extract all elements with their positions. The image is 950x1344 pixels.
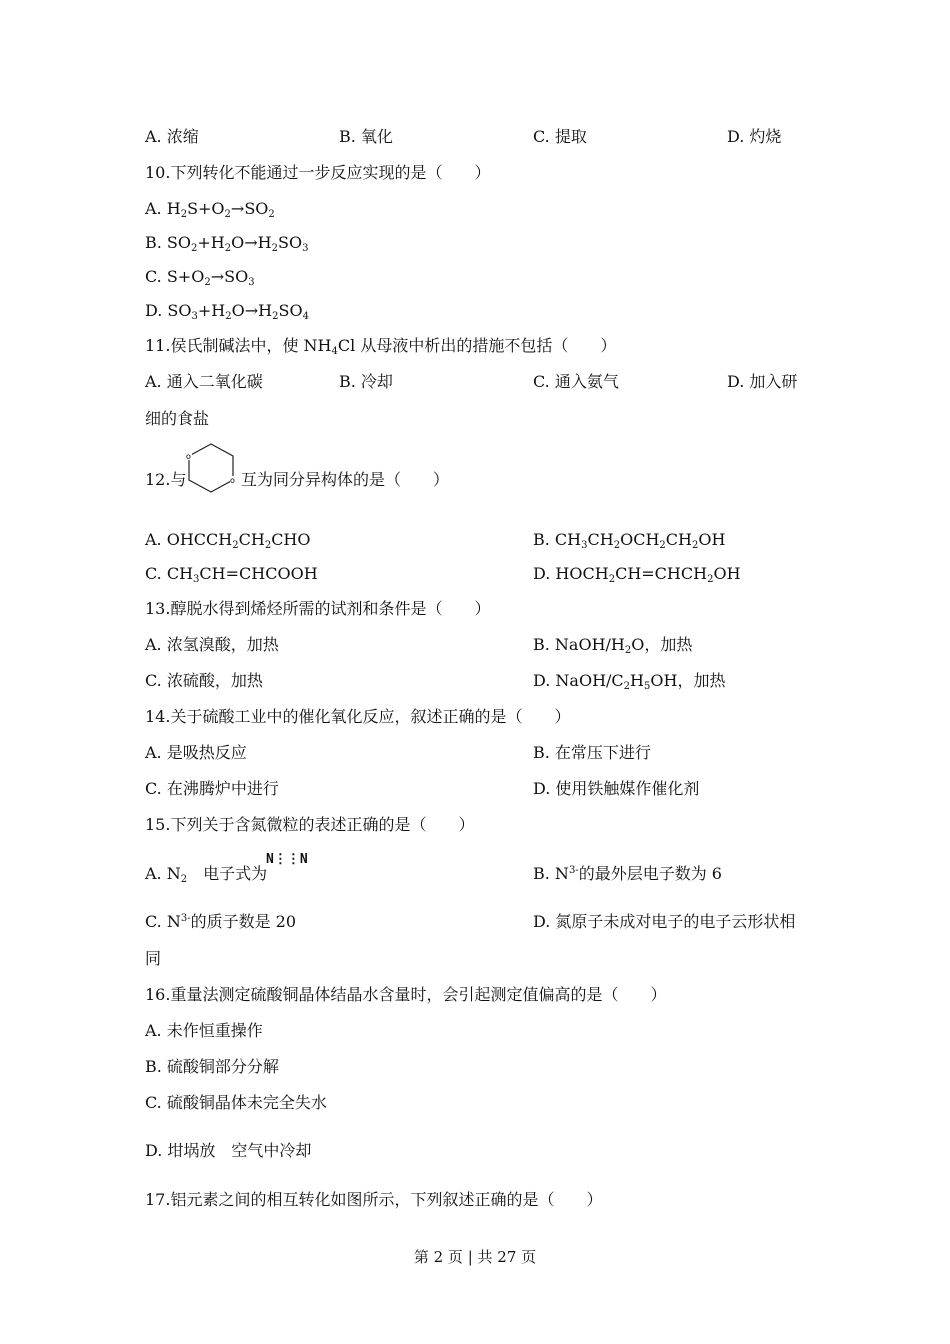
q15-stem: 15.下列关于含氮微粒的表述正确的是（ ）	[145, 815, 475, 834]
page-footer: 第 2 页 | 共 27 页	[413, 1248, 537, 1266]
q10-stem: 10.下列转化不能通过一步反应实现的是（ ）	[145, 163, 491, 182]
q16-option-d: D. 坩埚放 空气中冷却	[145, 1141, 312, 1160]
q10-option-d: D. $SO_3+H_2O\to H_2SO_4$	[145, 301, 309, 322]
q10-option-a: A. $H_2S+O_2\to SO_2$	[145, 199, 275, 220]
q11-option-b: B. 冷却	[339, 372, 393, 391]
q15-option-c: C. $N^{3-}$的质子数是 20	[145, 912, 297, 931]
q11-option-d: D. 加入研	[727, 372, 798, 391]
q10-option-c: C. $S+O_2\to SO_3$	[145, 267, 255, 288]
q12-stem-suffix: 互为同分异构体的是（ ）	[241, 470, 450, 489]
q16-option-c: C. 硫酸铜晶体未完全失水	[145, 1093, 327, 1112]
svg-text:o: o	[186, 452, 191, 461]
q9-option-d: D. 灼烧	[727, 127, 782, 146]
q15-option-b: B. $N^{3-}$的最外层电子数为 6	[533, 864, 722, 883]
q12-option-c: C. $CH_3CH=CHCOOH$	[145, 564, 318, 585]
q12-stem-prefix: 12.与	[145, 470, 187, 489]
q11-stem: 11.侯氏制碱法中，使 $NH_4Cl$ 从母液中析出的措施不包括（ ）	[145, 336, 617, 357]
q15-option-d: D. 氮原子未成对电子的电子云形状相	[533, 912, 796, 931]
q15-option-a: A. $N_2$ 电子式为	[145, 864, 268, 885]
q14-option-c: C. 在沸腾炉中进行	[145, 779, 279, 798]
q11-option-d-continued: 细的食盐	[145, 409, 210, 428]
q9-option-c: C. 提取	[533, 127, 587, 146]
q14-option-b: B. 在常压下进行	[533, 743, 651, 762]
q14-option-d: D. 使用铁触媒作催化剂	[533, 779, 700, 798]
q13-option-c: C. 浓硫酸，加热	[145, 671, 263, 690]
q16-stem: 16.重量法测定硫酸铜晶体结晶水含量时，会引起测定值偏高的是（ ）	[145, 985, 667, 1004]
svg-text:o: o	[230, 476, 235, 485]
n2-electron-formula: N⋮⋮N	[266, 852, 308, 867]
q13-option-b: B. NaOH/$H_2O$，加热	[533, 635, 693, 656]
q15-option-d-continued: 同	[145, 949, 162, 968]
q12-option-d: D. $HOCH_2CH=CHCH_2OH$	[533, 564, 741, 585]
q11-option-a: A. 通入二氧化碳	[145, 372, 263, 391]
q17-stem: 17.铝元素之间的相互转化如图所示，下列叙述正确的是（ ）	[145, 1190, 603, 1209]
q10-option-b: B. $SO_2+H_2O\to H_2SO_3$	[145, 233, 309, 254]
dioxane-structure-icon	[185, 442, 241, 496]
q14-option-a: A. 是吸热反应	[145, 743, 247, 762]
q9-option-a: A. 浓缩	[145, 127, 199, 146]
q13-stem: 13.醇脱水得到烯烃所需的试剂和条件是（ ）	[145, 599, 491, 618]
q14-stem: 14.关于硫酸工业中的催化氧化反应，叙述正确的是（ ）	[145, 707, 571, 726]
q16-option-a: A. 未作恒重操作	[145, 1021, 263, 1040]
q12-option-b: B. $CH_3CH_2OCH_2CH_2OH$	[533, 530, 726, 551]
q13-option-a: A. 浓氢溴酸，加热	[145, 635, 279, 654]
q11-option-c: C. 通入氨气	[533, 372, 619, 391]
q9-option-b: B. 氧化	[339, 127, 393, 146]
q12-option-a: A. $OHCCH_2CH_2CHO$	[145, 530, 311, 551]
q16-option-b: B. 硫酸铜部分分解	[145, 1057, 279, 1076]
q13-option-d: D. NaOH/$C_2H_5OH$，加热	[533, 671, 726, 692]
